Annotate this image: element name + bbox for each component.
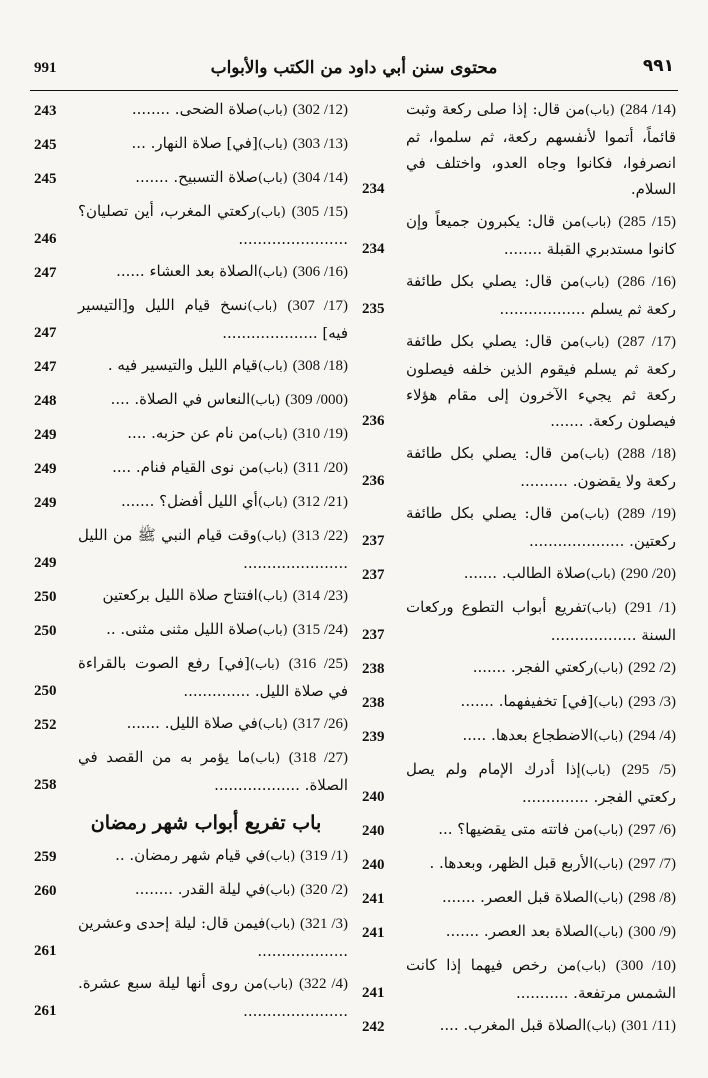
toc-entry-text <box>34 970 348 1024</box>
toc-entry-number: (2/ 320) <box>300 882 348 898</box>
toc-entry-title: ركعتي المغرب، أين تصليان؟ ....................... <box>78 202 348 248</box>
toc-entry-label: (باب) <box>257 717 288 732</box>
toc-entry-number: (17/ 287) <box>617 334 676 350</box>
toc-entry-title: من قال: يصلي بكل طائفة ركعة ثم يسلم .................. <box>406 272 676 318</box>
toc-entry-label: (باب) <box>257 623 288 638</box>
toc-entry-text <box>362 208 676 262</box>
toc-entry <box>362 722 676 750</box>
toc-entry-page: 234 <box>362 181 385 197</box>
toc-entry <box>362 208 676 262</box>
toc-entry-title: [في] صلاة النهار. ... <box>131 134 258 152</box>
toc-entry <box>34 970 348 1024</box>
toc-entry-label: (باب) <box>579 447 610 462</box>
toc-entry <box>362 328 676 434</box>
toc-entry-title: ما يؤمر به من القصد في الصلاة. .................. <box>78 748 348 794</box>
toc-entry-number: (2/ 292) <box>628 660 676 676</box>
toc-entry-title: إذا أدرك الإمام ولم يصل ركعتي الفجر. .............. <box>406 760 676 806</box>
toc-entry-text <box>362 952 676 1006</box>
toc-entry-text <box>34 744 348 798</box>
toc-entry <box>362 952 676 1006</box>
toc-entry-number: (23/ 314) <box>292 588 348 604</box>
toc-entry-label: (باب) <box>257 589 288 604</box>
toc-entry <box>362 756 676 810</box>
toc-entry-title: [في] رفع الصوت بالقراءة في صلاة الليل. .............. <box>78 654 348 700</box>
toc-entry-text <box>362 96 676 202</box>
toc-entry-page: 252 <box>34 717 57 733</box>
toc-entry-page: 249 <box>34 461 57 477</box>
toc-entry-label: (باب) <box>257 265 288 280</box>
toc-entry-title: الاضطجاع بعدها. ..... <box>462 726 594 744</box>
toc-entry <box>34 96 348 124</box>
toc-entry-page: 247 <box>34 325 57 341</box>
toc-entry <box>362 884 676 912</box>
toc-entry-title: صلاة الليل مثنى مثنى. .. <box>106 620 258 638</box>
toc-entry-page: 249 <box>34 555 57 571</box>
toc-entry-label: (باب) <box>265 883 296 898</box>
toc-entry-text <box>362 884 676 912</box>
toc-entry-title: الصلاة بعد العشاء ...... <box>116 262 258 280</box>
toc-entry <box>34 164 348 192</box>
toc-entry-label: (باب) <box>581 215 612 230</box>
toc-entry-page: 261 <box>34 943 57 959</box>
toc-entry <box>34 582 348 610</box>
toc-entry-page: 235 <box>362 301 385 317</box>
toc-entry-text <box>362 722 676 750</box>
toc-entry-number: (20/ 290) <box>620 566 676 582</box>
toc-entry-text <box>34 198 348 252</box>
toc-entry-number: (15/ 285) <box>618 214 676 230</box>
toc-entry-page: 236 <box>362 473 385 489</box>
toc-entry <box>362 850 676 878</box>
toc-entry-page: 240 <box>362 789 385 805</box>
toc-entry-title: في ليلة القدر. ........ <box>134 880 266 898</box>
toc-entry-text <box>34 582 348 610</box>
toc-entry-text <box>34 292 348 346</box>
toc-entry-number: (6/ 297) <box>628 822 676 838</box>
toc-entry <box>34 130 348 158</box>
toc-entry-label: (باب) <box>593 823 624 838</box>
toc-entry-page: 237 <box>362 567 385 583</box>
toc-entry-number: (27/ 318) <box>288 750 348 766</box>
toc-entry-number: (4/ 294) <box>628 728 676 744</box>
toc-entry <box>362 1012 676 1040</box>
toc-entry-title: من قال: يصلي بكل طائفة ركعتين. .................... <box>406 504 676 550</box>
toc-entry-page: 249 <box>34 495 57 511</box>
toc-entry <box>34 522 348 576</box>
toc-entry-number: (16/ 306) <box>292 264 348 280</box>
toc-entry-label: (باب) <box>586 1019 617 1034</box>
toc-entry <box>34 910 348 964</box>
toc-entry-label: (باب) <box>593 661 624 676</box>
toc-entry-text <box>34 522 348 576</box>
toc-entry-text <box>362 328 676 434</box>
toc-entry-text <box>34 96 348 124</box>
toc-entry <box>362 500 676 554</box>
toc-entry <box>362 688 676 716</box>
toc-entry-number: (21/ 312) <box>292 494 348 510</box>
toc-entry <box>34 352 348 380</box>
toc-entry-label: (باب) <box>593 925 624 940</box>
toc-entry-label: (باب) <box>593 857 624 872</box>
toc-entry-page: 236 <box>362 413 385 429</box>
toc-entry-title: في صلاة الليل. ....... <box>126 714 258 732</box>
toc-entry-text <box>34 488 348 516</box>
toc-entry-title: النعاس في الصلاة. .... <box>110 390 251 408</box>
toc-entry-page: 239 <box>362 729 385 745</box>
toc-entry <box>34 616 348 644</box>
toc-entry-text <box>34 258 348 286</box>
toc-entry-title: من نوى القيام فنام. .... <box>112 458 259 476</box>
toc-entry-number: (13/ 303) <box>292 136 348 152</box>
toc-entry-title: صلاة الضحى. ........ <box>131 100 258 118</box>
toc-entry-label: (باب) <box>257 171 288 186</box>
toc-entry <box>362 918 676 946</box>
left-column-ramadan-entries <box>34 842 348 1024</box>
toc-entry-title: الأربع قبل الظهر، وبعدها. . <box>429 854 594 872</box>
toc-entry-title: في قيام شهر رمضان. .. <box>115 846 266 864</box>
toc-entry <box>34 842 348 870</box>
toc-entry-text <box>362 440 676 494</box>
toc-entry <box>362 654 676 682</box>
toc-entry-page: 237 <box>362 533 385 549</box>
toc-entry-page: 247 <box>34 265 57 281</box>
toc-entry-number: (14/ 284) <box>620 102 676 118</box>
toc-entry-number: (20/ 311) <box>293 460 348 476</box>
toc-entry <box>34 744 348 798</box>
toc-entry-page: 250 <box>34 683 57 699</box>
toc-entry-title: من رخص فيهما إذا كانت الشمس مرتفعة. ........... <box>406 956 676 1002</box>
toc-entry-page: 234 <box>362 241 385 257</box>
toc-entry-text <box>362 500 676 554</box>
toc-entry-label: (باب) <box>257 359 288 374</box>
toc-entry-text <box>362 594 676 648</box>
toc-entry-label: (باب) <box>593 695 624 710</box>
page-header <box>34 56 674 88</box>
toc-entry-page: 246 <box>34 231 57 247</box>
toc-entry-number: (22/ 313) <box>292 528 348 544</box>
toc-entry-text <box>34 420 348 448</box>
toc-entry-label: (باب) <box>257 103 288 118</box>
toc-entry-number: (000/ 309) <box>285 392 348 408</box>
chapter-heading: باب تفريع أبواب شهر رمضان <box>90 812 322 834</box>
page-number-latin: 991 <box>34 60 57 76</box>
toc-entry <box>34 386 348 414</box>
toc-entry-page: 238 <box>362 695 385 711</box>
left-column <box>34 96 348 1038</box>
toc-entry <box>362 440 676 494</box>
toc-entry <box>34 258 348 286</box>
toc-entry-page: 247 <box>34 359 57 375</box>
toc-entry-page: 245 <box>34 171 57 187</box>
toc-entry-number: (17/ 307) <box>287 298 348 314</box>
right-column <box>362 96 676 1038</box>
toc-entry-text <box>34 386 348 414</box>
toc-entry-title: من قال: إذا صلى ركعة وثبت قائماً، أتموا لأنفسهم ركعة، ثم سلموا، ثم انصرفوا، فكانوا وجاه العدو، واختلف في السلام. <box>406 100 676 198</box>
toc-entry-label: (باب) <box>256 529 287 544</box>
toc-entry-title: فيمن قال: ليلة إحدى وعشرين ................... <box>78 914 348 960</box>
toc-entry-label: (باب) <box>586 601 617 616</box>
page-title: محتوى سنن أبي داود من الكتب والأبواب <box>210 58 498 78</box>
toc-entry-page: 248 <box>34 393 57 409</box>
toc-entry-page: 259 <box>34 849 57 865</box>
toc-entry-text <box>34 130 348 158</box>
toc-entry-number: (15/ 305) <box>291 204 348 220</box>
toc-entry-page: 241 <box>362 925 385 941</box>
toc-entry-page: 241 <box>362 891 385 907</box>
toc-entry-page: 240 <box>362 857 385 873</box>
toc-entry-number: (3/ 293) <box>628 694 676 710</box>
toc-entry-label: (باب) <box>593 891 624 906</box>
toc-entry-text <box>34 454 348 482</box>
toc-entry-number: (18/ 308) <box>292 358 348 374</box>
toc-entry-label: (باب) <box>579 275 610 290</box>
toc-entry-number: (19/ 289) <box>617 506 676 522</box>
toc-entry-label: (باب) <box>265 849 296 864</box>
toc-entry-number: (1/ 291) <box>624 600 676 616</box>
toc-entry-text <box>362 918 676 946</box>
toc-entry-title: الصلاة قبل المغرب. .... <box>439 1016 587 1034</box>
toc-entry-title: من قال: يكبرون جميعاً وإن كانوا مستدبري القبلة ........ <box>406 212 676 258</box>
toc-entry-number: (19/ 310) <box>292 426 348 442</box>
toc-entry-page: 240 <box>362 823 385 839</box>
toc-entry-label: (باب) <box>258 461 289 476</box>
toc-entry-title: من فاتته متى يقضيها؟ ... <box>438 820 594 838</box>
toc-entry-title: من قال: يصلي بكل طائفة ركعة ولا يقضون. .......... <box>406 444 676 490</box>
toc-entry-label: (باب) <box>257 137 288 152</box>
toc-entry-title: الصلاة بعد العصر. ....... <box>445 922 594 940</box>
toc-entry-label: (باب) <box>247 299 278 314</box>
toc-entry-text <box>362 1012 676 1040</box>
toc-entry-number: (14/ 304) <box>292 170 348 186</box>
toc-entry <box>34 454 348 482</box>
toc-entry <box>362 816 676 844</box>
toc-entry-number: (4/ 322) <box>299 976 348 992</box>
toc-entry-number: (1/ 319) <box>300 848 348 864</box>
toc-entry-page: 245 <box>34 137 57 153</box>
toc-entry-label: (باب) <box>249 657 280 672</box>
toc-entry-label: (باب) <box>265 917 296 932</box>
toc-entry-text <box>34 164 348 192</box>
toc-entry-number: (8/ 298) <box>628 890 676 906</box>
toc-entry-label: (باب) <box>585 567 616 582</box>
toc-entry <box>34 420 348 448</box>
toc-entry-label: (باب) <box>584 103 615 118</box>
toc-entry-text <box>34 710 348 738</box>
toc-entry-text <box>34 352 348 380</box>
toc-entry-number: (12/ 302) <box>292 102 348 118</box>
toc-entry <box>34 292 348 346</box>
toc-entry-label: (باب) <box>250 393 281 408</box>
toc-entry-text <box>362 816 676 844</box>
toc-entry-number: (26/ 317) <box>292 716 348 732</box>
toc-entry-text <box>362 756 676 810</box>
toc-entry-title: قيام الليل والتيسير فيه . <box>107 356 258 374</box>
toc-entry-text <box>34 876 348 904</box>
toc-entry-page: 250 <box>34 623 57 639</box>
toc-entry-title: ركعتي الفجر. ....... <box>472 658 594 676</box>
toc-entry-number: (3/ 321) <box>300 916 348 932</box>
toc-entry-page: 237 <box>362 627 385 643</box>
toc-entry-label: (باب) <box>263 977 294 992</box>
toc-entry-number: (24/ 315) <box>292 622 348 638</box>
toc-entry-number: (5/ 295) <box>621 762 676 778</box>
toc-entry-label: (باب) <box>250 751 281 766</box>
toc-entry-label: (باب) <box>576 959 607 974</box>
toc-entry-number: (7/ 297) <box>628 856 676 872</box>
toc-entry <box>362 96 676 202</box>
toc-entry <box>34 710 348 738</box>
toc-entry-page: 241 <box>362 985 385 1001</box>
toc-entry-text <box>34 910 348 964</box>
toc-entry-page: 260 <box>34 883 57 899</box>
toc-entry <box>362 560 676 588</box>
toc-entry-number: (9/ 300) <box>628 924 676 940</box>
toc-entry-number: (18/ 288) <box>617 446 676 462</box>
toc-entry-number: (11/ 301) <box>621 1018 676 1034</box>
toc-entry-title: من نام عن حزبه. .... <box>127 424 258 442</box>
toc-entry-text <box>362 688 676 716</box>
toc-entry-text <box>362 654 676 682</box>
page-number-arabic: ٩٩١ <box>642 56 674 76</box>
toc-entry-label: (باب) <box>593 729 624 744</box>
toc-entry-title: تفريع أبواب التطوع وركعات السنة .................. <box>406 598 676 644</box>
toc-entry <box>34 876 348 904</box>
toc-entry-title: صلاة التسبيح. ....... <box>135 168 258 186</box>
toc-entry-page: 261 <box>34 1003 57 1019</box>
toc-entry-title: [في] تخفيفهما. ....... <box>460 692 594 710</box>
toc-entry-text <box>362 850 676 878</box>
toc-entry-title: أي الليل أفضل؟ ....... <box>120 492 258 510</box>
toc-entry-page: 250 <box>34 589 57 605</box>
toc-entry-label: (باب) <box>579 507 610 522</box>
toc-entry-page: 242 <box>362 1019 385 1035</box>
toc-entry-label: (باب) <box>579 335 610 350</box>
toc-entry-title: نسخ قيام الليل و[التيسير فيه] .................... <box>78 296 348 342</box>
toc-entry-page: 258 <box>34 777 57 793</box>
toc-entry-title: من قال: يصلي بكل طائفة ركعة ثم يسلم فيقوم الذين خلفه فيصلون ركعة ثم يجيء الآخرون إلى مقام هؤلاء فيصلون ركعة. ....... <box>406 332 676 430</box>
toc-entry <box>362 268 676 322</box>
toc-entry <box>362 594 676 648</box>
left-column-entries <box>34 96 348 798</box>
toc-entry-label: (باب) <box>257 495 288 510</box>
toc-entry-text <box>362 560 676 588</box>
toc-entry-number: (10/ 300) <box>615 958 676 974</box>
toc-entry-page: 238 <box>362 661 385 677</box>
toc-entry <box>34 488 348 516</box>
toc-entry-label: (باب) <box>255 205 286 220</box>
toc-entry-title: الصلاة قبل العصر. ....... <box>442 888 594 906</box>
toc-entry-text <box>34 650 348 704</box>
toc-entry-title: افتتاح صلاة الليل بركعتين <box>102 586 258 604</box>
header-divider <box>30 90 678 91</box>
toc-entry-title: صلاة الطالب. ....... <box>463 564 586 582</box>
toc-entry-text <box>362 268 676 322</box>
toc-entry-label: (باب) <box>580 763 611 778</box>
toc-entry-text <box>34 842 348 870</box>
toc-entry <box>34 198 348 252</box>
toc-entry-label: (باب) <box>257 427 288 442</box>
toc-entry-title: من روى أنها ليلة سبع عشرة. ...................... <box>78 974 348 1020</box>
toc-entry-number: (25/ 316) <box>288 656 348 672</box>
toc-entry-page: 243 <box>34 103 57 119</box>
toc-entry-text <box>34 616 348 644</box>
toc-entry-number: (16/ 286) <box>617 274 676 290</box>
toc-entry <box>34 650 348 704</box>
toc-entry-page: 249 <box>34 427 57 443</box>
toc-entry-title: وقت قيام النبي ﷺ من الليل ...................... <box>78 526 348 572</box>
